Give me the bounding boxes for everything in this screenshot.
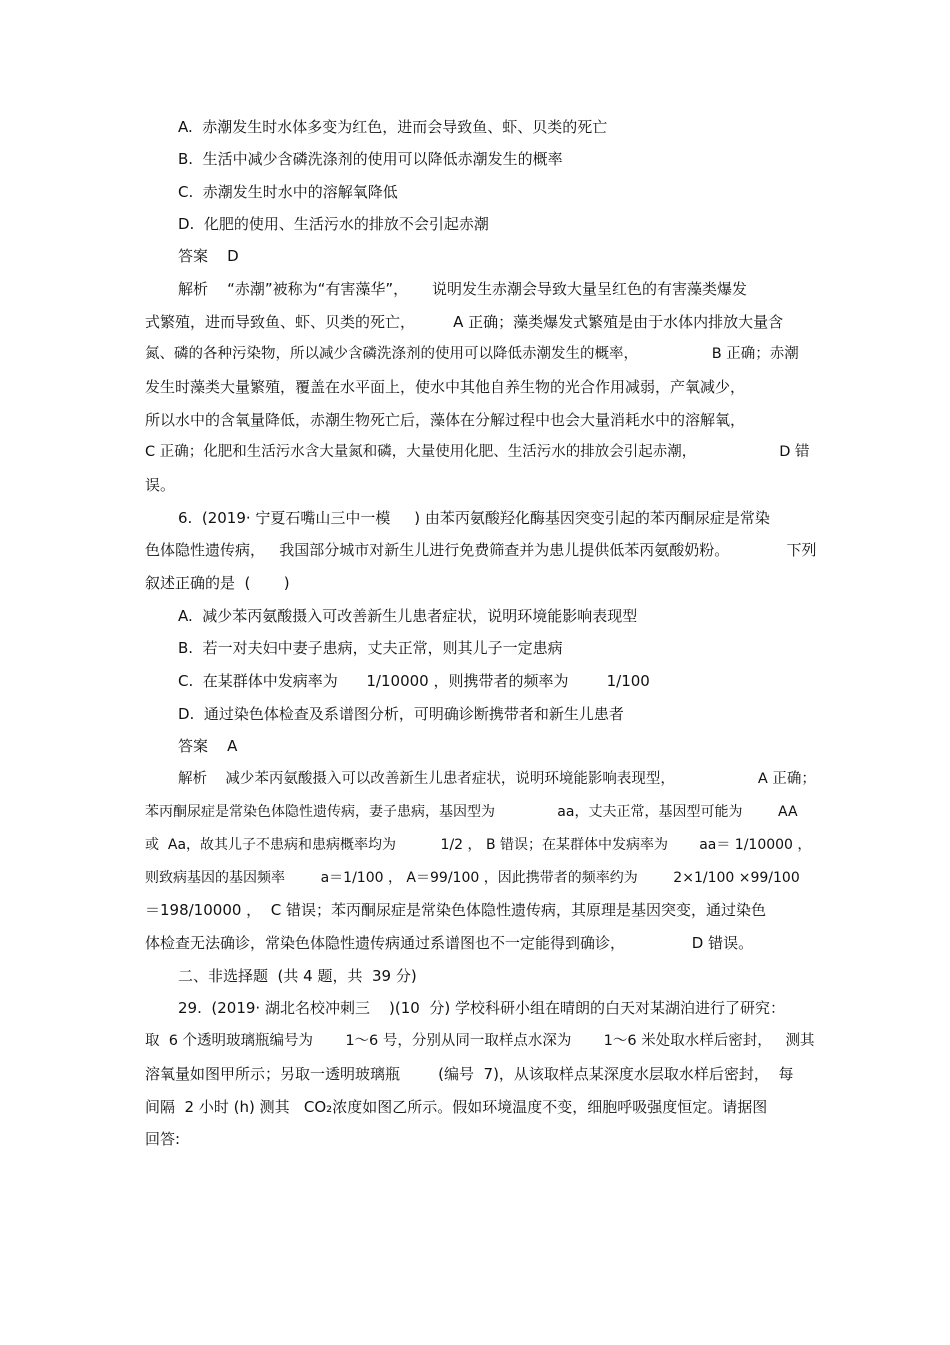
q29-line: 间隔 2 小时 (h) 测其 CO₂浓度如图乙所示。假如环境温度不变，细胞呼吸强度恒定。请据图 [145, 1098, 768, 1116]
q6-option-c: C. 在某群体中发病率为 1/10000 ，则携带者的频率为 1/100 [178, 672, 650, 690]
q6-explanation-line: ＝198/10000 ， C 错误；苯丙酮尿症是常染色体隐性遗传病，其原理是基因突变，通过染色 [145, 901, 766, 919]
q5-explanation-line: 所以水中的含氧量降低，赤潮生物死亡后，藻体在分解过程中也会大量消耗水中的溶解氧， [145, 411, 746, 429]
q6-option-a: A. 减少苯丙氨酸摄入可改善新生儿患者症状，说明环境能影响表现型 [178, 607, 638, 625]
q29-line: 溶氧量如图甲所示；另取一透明玻璃瓶 (编号 7)，从该取样点某深度水层取水样后密封， 每 [145, 1065, 794, 1083]
q29-line: 29. (2019· 湖北名校冲刺三 )(10 分) 学校科研小组在晴朗的白天对某湖泊进行了研究： [178, 999, 785, 1017]
q6-stem-line: 叙述正确的是 ( ) [145, 574, 290, 592]
q5-explanation-line: C 正确；化肥和生活污水含大量氮和磷，大量使用化肥、生活污水的排放会引起赤潮， D 错 [145, 444, 810, 460]
q5-explanation-line: 氮、磷的各种污染物，所以减少含磷洗涤剂的使用可以降低赤潮发生的概率， B 正确；赤潮 [145, 346, 799, 362]
q6-explanation-line: 解析 减少苯丙氨酸摄入可以改善新生儿患者症状，说明环境能影响表现型， A 正确； [178, 771, 816, 787]
q6-explanation-line: 则致病基因的基因频率 a＝1/100 ， A＝99/100 ，因此携带者的频率约为 2×1/100 ×99/100 [145, 870, 800, 886]
q6-option-d: D. 通过染色体检查及系谱图分析，可明确诊断携带者和新生儿患者 [178, 705, 624, 723]
q5-option-d: D. 化肥的使用、生活污水的排放不会引起赤潮 [178, 215, 489, 233]
q29-line: 回答: [145, 1130, 181, 1148]
q6-explanation-line: 或 Aa，故其儿子不患病和患病概率均为 1/2 ， B 错误；在某群体中发病率为 aa＝ 1/10000 ， [145, 837, 812, 853]
q6-stem-line: 色体隐性遗传病， 我国部分城市对新生儿进行免费筛查并为患儿提供低苯丙氨酸奶粉。 下列 [145, 541, 817, 559]
section-heading: 二、非选择题 (共 4 题，共 39 分) [178, 967, 417, 985]
q6-option-b: B. 若一对夫妇中妻子患病，丈夫正常，则其儿子一定患病 [178, 639, 563, 657]
q5-explanation-line: 式繁殖，进而导致鱼、虾、贝类的死亡， A 正确；藻类爆发式繁殖是由于水体内排放大量含 [145, 313, 784, 331]
q6-explanation-line: 体检查无法确诊，常染色体隐性遗传病通过系谱图也不一定能得到确诊， D 错误。 [145, 934, 754, 952]
q6-stem-line: 6. (2019· 宁夏石嘴山三中一模 ) 由苯丙氨酸羟化酶基因突变引起的苯丙酮尿症是常染 [178, 509, 770, 527]
q5-option-c: C. 赤潮发生时水中的溶解氧降低 [178, 183, 398, 201]
q6-explanation-line: 苯丙酮尿症是常染色体隐性遗传病，妻子患病，基因型为 aa，丈夫正常，基因型可能为 AA [145, 804, 798, 820]
q5-option-b: B. 生活中减少含磷洗涤剂的使用可以降低赤潮发生的概率 [178, 150, 563, 168]
q5-explanation-line: 解析 “赤潮”被称为“有害藻华”， 说明发生赤潮会导致大量呈红色的有害藻类爆发 [178, 280, 748, 298]
q5-option-a: A. 赤潮发生时水体多变为红色，进而会导致鱼、虾、贝类的死亡 [178, 118, 608, 136]
q6-answer: 答案 A [178, 737, 238, 755]
q5-explanation-line: 误。 [145, 476, 176, 494]
q5-explanation-line: 发生时藻类大量繁殖，覆盖在水平面上，使水中其他自养生物的光合作用减弱，产氧减少， [145, 378, 746, 396]
q5-answer: 答案 D [178, 247, 239, 265]
q29-line: 取 6 个透明玻璃瓶编号为 1～6 号，分别从同一取样点水深为 1～6 米处取水样后密封， 测其 [145, 1033, 815, 1049]
